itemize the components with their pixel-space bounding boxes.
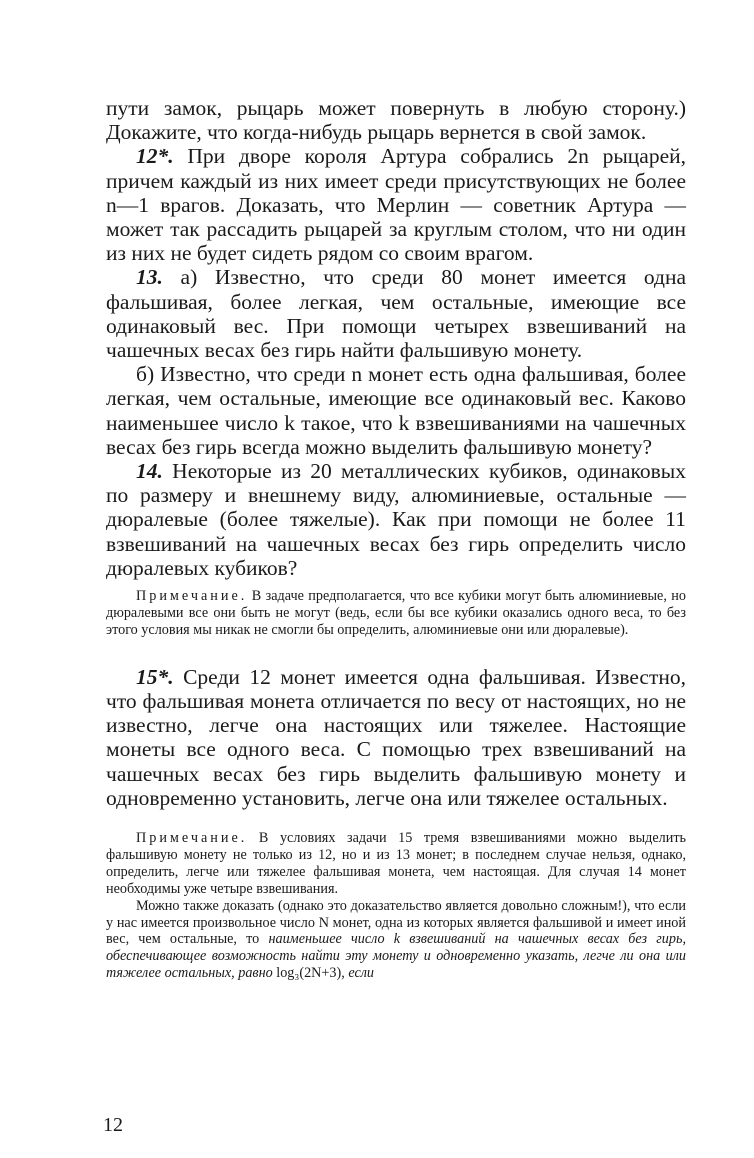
problem-number: 14. <box>136 459 163 484</box>
note-14 <box>106 588 686 639</box>
note-text: В задаче предполагается, что все кубики могут быть алюминиевые, но дюралевыми все они быть не могут (ведь, если бы все кубики оказались одного веса, то без этого условия мы никак не смогли бы определить, алюминиевые они или дюралевые). <box>106 588 686 638</box>
note-trailing-word: если <box>348 965 375 982</box>
problem-text: При дворе короля Артура собрались 2n рыцарей, причем каждый из них имеет среди присутствующих не более n—1 врагов. Доказать, что Мерлин — советник Артура — может так рассадить рыцарей за круглым столом, что ни один из них не будет сидеть рядом со своим врагом. <box>106 144 686 266</box>
page-number: 12 <box>103 1114 123 1136</box>
note-text: В условиях задачи 15 тремя взвешиваниями можно выделить фальшивую монету не только из 12, но и из 13 монет; в последнем случае нельзя, однако, определить, легче или тяжелее фальшивая монета, чем настоящая. Для случая 14 монет необходимы уже четыре взвешивания. <box>106 830 687 897</box>
problem-number: 15*. <box>136 664 174 689</box>
note-15 <box>106 830 686 898</box>
note-15-continued <box>106 898 686 983</box>
problem-text: Некоторые из 20 металлических кубиков, одинаковых по размеру и внешнему виду, алюминиевые, остальные — дюралевые (более тяжелые). Как при помощи не более 11 взвешиваний на чашечных весах без гирь определить число дюралевых кубиков? <box>106 459 687 580</box>
note-label: Примечание. <box>136 830 248 846</box>
intro-paragraph: пути замок, рыцарь может повернуть в любую сторону.) Докажите, что когда-нибудь рыцарь вернется в свой замок. <box>106 96 686 145</box>
problem-12 <box>106 144 686 265</box>
problem-14 <box>106 459 686 580</box>
problem-number: 13. <box>136 265 163 290</box>
note-italic-text: наименьшее число k взвешиваний на чашечных весах без гирь, обеспечивающее возможность найти эту монету и одновременно указать, легче ли она или тяжелее остальных, равно <box>106 931 686 982</box>
problem-13b: б) Известно, что среди n монет есть одна фальшивая, более легкая, чем остальные, имеющие все одинаковый вес. Каково наименьшее число k такое, что k взвешиваниями на чашечных весах без гирь всегда можно выделить фальшивую монету? <box>106 362 686 459</box>
problem-text: Среди 12 монет имеется одна фальшивая. Известно, что фальшивая монета отличается по весу от настоящих, но не известно, легче она настоящих или тяжелее. Настоящие монеты все одного веса. С помощью трех взвешиваний на чашечных весах без гирь выделить фальшивую монету и одновременно установить, легче она или тяжелее остальных. <box>106 664 687 810</box>
note-text: Можно также доказать (однако это доказательство является довольно сложным!), что если у нас имеется произвольное число N монет, одна из которых является фальшивой и имеет иной вес, чем остальные, то <box>106 897 686 948</box>
page-body <box>106 96 686 982</box>
problem-13a <box>106 265 686 362</box>
problem-text: а) Известно, что среди 80 монет имеется одна фальшивая, более легкая, чем остальные, имеющие все одинаковый вес. При помощи четырех взвешиваний на чашечных весах без гирь найти фальшивую монету. <box>106 265 686 363</box>
problem-15 <box>106 665 686 810</box>
problem-number: 12*. <box>136 144 174 169</box>
log-formula: log₃(2N+3), <box>276 965 345 982</box>
note-label: Примечание. <box>136 588 248 605</box>
